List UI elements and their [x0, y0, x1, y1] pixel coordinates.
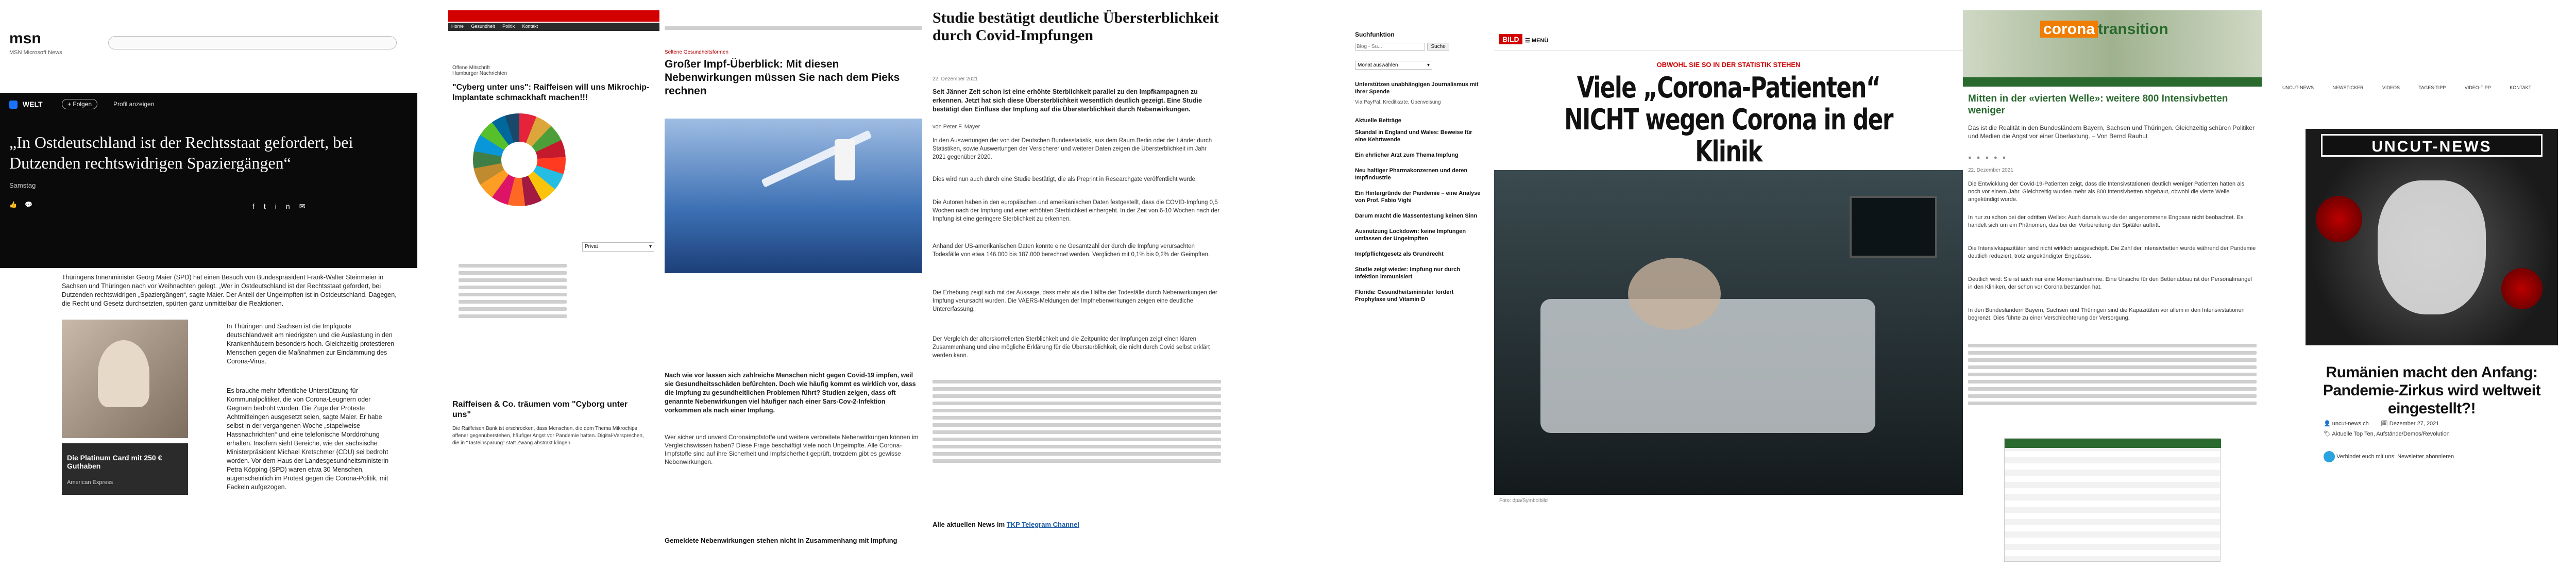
nav-item[interactable]: NEWSTICKER [2332, 85, 2364, 90]
ct-share-icons[interactable] [1968, 155, 2011, 161]
bz-section-label: Seltene Gesundheitsformen [665, 49, 728, 55]
sidebar-item[interactable]: Via PayPal, Kreditkarte, Überweisung [1355, 99, 1441, 105]
bz-headline: Großer Impf-Überblick: Mit diesen Nebenwirkungen müssen Sie nach dem Pieks rechnen [665, 58, 900, 97]
msn-reactions[interactable] [9, 201, 32, 208]
site-header [448, 10, 659, 22]
sidebar-item[interactable]: Ausnutzung Lockdown: keine Impfungen umfassen der Ungeimpften [1355, 228, 1466, 242]
virus-icon [2501, 268, 2543, 309]
ct-paragraph: In den Bundesländern Bayern, Sachsen und Thüringen sind die Kapazitäten vor allem in den Intensivstationen begrenzt. Dies führte zu einer Verschlechterung der Versorgung. [1968, 307, 2245, 321]
msn-source-label: MSN Microsoft News [9, 49, 62, 56]
bild-logo[interactable]: BILD [1499, 34, 1522, 44]
nav-contact[interactable]: Kontakt [522, 24, 538, 29]
tkp-date: 22. Dezember 2021 [933, 76, 978, 82]
bz-subhead: Gemeldete Nebenwirkungen stehen nicht in Zusammenhang mit Impfung [665, 537, 897, 544]
sidebar-select[interactable] [582, 242, 654, 252]
ct-logo[interactable] [2040, 21, 2168, 38]
bild-corona-panel [1494, 0, 1963, 567]
bz-body: Nach wie vor lassen sich zahlreiche Menschen nicht gegen Covid-19 impfen, weil sie Gesundheitsschäden befürchten. Doch wie häufig kommt es wirklich vor, dass die Impfung zu gesundheitlichen Problemen führt? Studien zeigen, dass oft genannte Nebenwirkungen viel häufiger nach einer Sars-Cov-2-Infektion vorkommen als nach einer Impfung. [665, 372, 916, 414]
tkp-paragraph: In den Auswertungen der von der Deutschen Bundesstatistik, aus dem Raum Berlin oder der Länder durch Statistiken, sowie Auswertungen der Versicherer und weiterer Daten zeigen die Übersterblichkeit im Jahr 2021 gegenüber 2020. [933, 138, 1212, 160]
uncut-meta [2324, 420, 2571, 427]
msn-inline-image [62, 320, 188, 438]
sidebar-item[interactable]: Studie zeigt wieder: Impfung nur durch Infektion immunisiert [1355, 266, 1461, 280]
twitter-icon[interactable]: t [263, 202, 275, 210]
msn-share-icons[interactable] [252, 202, 314, 211]
welt-icon [9, 101, 18, 109]
tkp-archive-select[interactable] [1355, 61, 1432, 70]
nav-item[interactable]: TAGES-TIPP [2418, 85, 2446, 90]
tkp-more-text [933, 376, 1221, 466]
sidebar-links [459, 260, 567, 322]
sidebar-item[interactable]: Impfpflichtgesetz als Grundrecht [1355, 251, 1444, 257]
ct-paragraph: In nur zu schon bei der «dritten Welle»: Auch damals wurde der angenommene Engpass nicht beobachtet. Es handelt sich um ein Phänomen, das bei der Vorbereitung der Spitäler auftritt. [1968, 214, 2244, 228]
table-header [2005, 439, 2221, 448]
tkp-paragraph: Die Autoren haben in den europäischen und amerikanischen Daten festgestellt, dass die COVID-Impfung 0,5 Wochen nach der Impfung und einer erhöhten Sterblichkeit einhergeht. In der Zeit von 6-10 Wochen nach der Impfung ist eine geringere Sterblichkeit zu erkennen. [933, 199, 1220, 222]
msn-search-input[interactable] [108, 36, 397, 49]
tkp-paragraph: Der Vergleich der alterskorrelierten Sterblichkeit und die Zeitpunkte der Impfungen zeigt einen klaren Zusammenhang und eine mögliche Erklärung für die Übersterblichkeit, die nicht durch Covid selbst erklärt werden kann. [933, 336, 1210, 359]
sidebar-item[interactable]: Ein ehrlicher Arzt zum Thema Impfung [1355, 152, 1459, 158]
nav-home[interactable]: Home [451, 24, 464, 29]
tkp-footer [933, 521, 1079, 528]
sdg-infographic [452, 108, 576, 216]
uncut-date: Dezember 27, 2021 [2389, 421, 2439, 427]
chevron-down-icon: ▾ [1427, 62, 1430, 68]
site-nav [448, 23, 659, 31]
ct-nav [1963, 77, 2262, 87]
nav-health[interactable]: Gesundheit [471, 24, 495, 29]
syringe-icon [761, 130, 872, 188]
msn-follow-button[interactable]: + Folgen [62, 99, 97, 109]
menu-button[interactable]: ☰ MENÜ [1525, 38, 1549, 44]
uncut-newsletter[interactable] [2324, 451, 2530, 462]
vial-icon [835, 139, 855, 180]
monitor-icon [1850, 196, 1937, 258]
newsletter-link[interactable]: Verbindet euch mit uns: Newsletter abonnieren [2336, 453, 2454, 460]
tab-item[interactable]: Hamburger Nachrichten [452, 71, 507, 76]
share-icon[interactable]: ● [1968, 155, 1977, 161]
sidebar-item: Aktuelle Beiträge [1355, 118, 1401, 124]
welt-badge [9, 100, 43, 109]
bz-article-panel [659, 0, 927, 567]
person-silhouette-icon [98, 340, 149, 407]
ct-logo-prefix: corona [2040, 21, 2098, 38]
msn-headline: „In Ostdeutschland ist der Rechtsstaat gefordert, bei Dutzenden rechtswidrigen Spaziergängen“ [9, 133, 353, 172]
share-icon[interactable]: ● [1993, 155, 2003, 161]
sidebar-item[interactable]: Ein Hintergründe der Pandemie – eine Analyse von Prof. Fabio Vighi [1355, 190, 1481, 204]
chevron-down-icon: ▾ [649, 244, 652, 249]
welt-label: WELT [22, 100, 43, 108]
corona-transition-panel [1963, 0, 2262, 567]
share-icon[interactable]: ● [1985, 155, 1994, 161]
share-icon[interactable]: ● [1976, 155, 1986, 161]
telegram-link[interactable]: TKP Telegram Channel [1006, 521, 1079, 528]
bild-headline: Viele „Corona-Patienten“ NICHT wegen Corona in der Klinik [1564, 71, 1893, 169]
ct-logo-suffix: transition [2098, 21, 2168, 38]
facebook-icon[interactable]: f [252, 202, 264, 210]
tkp-paragraph: Dies wird nun auch durch eine Studie bestätigt, die als Preprint in Researchgate veröffentlicht wurde. [933, 176, 1197, 182]
tkp-sidebar [1355, 31, 1484, 303]
article-headline: "Cyberg unter uns": Raiffeisen will uns Mikrochip-Implantate schmackhaft machen!!! [452, 83, 650, 102]
linkedin-icon[interactable]: in [275, 202, 299, 210]
msn-ad-card[interactable] [62, 443, 188, 495]
comment-icon[interactable]: 💬 [25, 201, 33, 208]
ct-paragraph: Deutlich wird: Sie ist auch nur eine Momentaufnahme. Eine Ursache für den Bettenabbau ist der Personalmangel in den Kliniken, der schon vor Corona bestanden hat. [1968, 276, 2252, 290]
share-icon[interactable]: ● [2002, 155, 2011, 161]
tkp-paragraph: Anhand der US-amerikanischen Daten konnte eine Gesamtzahl der durch die Impfung verursachten Todesfälle von etwa 146.000 bis 187.000 berechnet werden. Verglichen mit 0,1% bis 0,2% der Geimpften. [933, 243, 1210, 258]
msn-body-text-2: In Thüringen und Sachsen ist die Impfquote deutschlandweit am niedrigsten und die Auslastung in den Krankenhäusern besonders hoch. Gleichzeitig protestieren Menschen gegen die Maßnahmen zur Eindämmung des Corona-Virus. [227, 323, 395, 365]
uncut-author[interactable]: uncut-news.ch [2332, 421, 2369, 427]
uncut-logo[interactable]: UNCUT-NEWS [2321, 134, 2543, 157]
tkp-search-button[interactable]: Suche [1427, 43, 1449, 51]
teaser-text: Die Raiffeisen Bank ist erschrocken, dass Menschen, die dem Thema Mikrochips offener gegenüberstehen, häufiger Angst vor Pandemie hätten. Digital-Versprechen, die in "Tasteinsparung" statt Zwang abstrakt klingen. [452, 426, 644, 446]
msn-profile-link[interactable]: Profil anzeigen [113, 101, 155, 108]
nav-item[interactable]: VIDEOS [2382, 85, 2400, 90]
uncut-news-panel [2262, 0, 2576, 567]
sdg-wheel-center [501, 142, 537, 178]
virus-icon [2316, 196, 2362, 242]
uncut-nav [2282, 85, 2576, 90]
msn-hero [0, 93, 417, 268]
user-icon: 👤 [2324, 421, 2331, 427]
ad-title[interactable]: Die Platinum Card mit 250 € Guthaben [67, 454, 162, 470]
sidebar-item[interactable]: Darum macht die Massentestung keinen Sinn [1355, 213, 1478, 219]
msn-body-text-3: Es brauche mehr öffentliche Unterstützung für Kommunalpolitiker, die von Corona-Leugnern oder Gegnern bedroht würden. Die Zuge der Proteste Achtmitleingen ausgesetzt seien, sagte Maier. Er habe selbst in der vergangenen Woche „stapelweise Hassnachrichten“ und eine telefonische Morddrohung erhalten. Insofern sieht Bereiche, wie der sächsische Ministerpräsident Michael Kretschmer (CDU) sei bedroht worden. Vor dem Haus der Landesgesundheitsministerin Petra Köpping (SPD) waren etwa 30 Menschen, augenscheinlich im Protest gegen die Corona-Politik, mit Fackeln aufgezogen. [227, 387, 389, 491]
tkp-headline: Studie bestätigt deutliche Übersterblichkeit durch Covid-Impfungen [933, 9, 1219, 44]
mail-icon[interactable]: ✉ [299, 202, 315, 210]
bild-caption: Foto: dpa/Symbolbild [1499, 498, 1548, 504]
menu-label: MENÜ [1531, 38, 1549, 44]
ct-more-text [1968, 340, 2257, 409]
tkp-paragraph: Die Erhebung zeigt sich mit der Aussage, dass mehr als die Hälfte der Todesfälle durch Nebenwirkungen der Impfung verursacht wurden. Die VAERS-Meldungen der Impfnebenwirkungen zeigen eine deutliche Untererfassung. [933, 290, 1217, 312]
uncut-categories[interactable] [2324, 430, 2571, 437]
uncut-headline: Rumänien macht den Anfang: Pandemie-Zirkus wird weltweit eingestellt?! [2323, 364, 2541, 417]
uncut-hero-image [2306, 129, 2558, 345]
msn-date: Samstag [9, 181, 36, 189]
gas-mask-icon [2378, 180, 2486, 314]
sidebar-item[interactable]: Neu haltiger Pharmakonzernen und deren Impfindustrie [1355, 168, 1468, 181]
uncut-category-links[interactable]: Aktuelle Top Ten, Aufstände/Demos/Revolution [2332, 431, 2450, 437]
tkp-article-panel [927, 0, 1494, 567]
tkp-lead: Seit Jänner Zeit schon ist eine erhöhte Sterblichkeit parallel zu den Impfkampagnen zu erkennen. Jetzt hat sich diese Übersterblichkeit wesentlich deutlich gezeigt. Eine Studie bestätigt den Einfluss der Impfung auf die Übersterblichkeit durch Nebenwirkungen. [933, 88, 1202, 113]
sidebar-item[interactable]: Unterstützen unabhängigen Journalismus mit Ihrer Spende [1355, 81, 1479, 95]
bild-kicker: OBWOHL SIE SO IN DER STATISTIK STEHEN [1656, 61, 1801, 69]
nav-item[interactable]: VIDEO-TIPP [2464, 85, 2491, 90]
ct-paragraph: Die Intensivkapazitäten sind nicht wirklich ausgeschöpft. Die Zahl der Intensivbetten wurde während der Pandemie deutlich reduziert, trotz angekündigter Engpässe. [1968, 245, 2256, 259]
ct-headline: Mitten in der «vierten Welle»: weitere 800 Intensivbetten weniger [1968, 93, 2228, 116]
select-label: Privat [585, 244, 598, 249]
tab-strip [452, 65, 658, 76]
bild-header [1494, 33, 1963, 51]
archive-select-label: Monat auswählen [1358, 62, 1398, 68]
nav-item[interactable]: UNCUT-NEWS [2282, 85, 2314, 90]
calendar-icon: 🗓 [2380, 421, 2388, 427]
sidebar-item[interactable]: Florida: Gesundheitsminister fordert Prophylaxe und Vitamin D [1355, 289, 1454, 303]
ct-paragraph: Die Entwicklung der Covid-19-Patienten zeigt, dass die Intensivstationen deutlich weniger Patienten hatten als noch vor einem Jahr. Gleichzeitig wurden mehr als 800 Intensivbetten abgebaut, obwohl die vierte Welle angekündigt wurde. [1968, 181, 2245, 203]
sidebar-title: Suchfunktion [1355, 31, 1395, 38]
ct-banner [1963, 10, 2262, 77]
ct-subhead: Das ist die Realität in den Bundesländern Bayern, Sachsen und Thüringen. Gleichzeitig schüren Politiker und Medien die Angst vor einer Überlastung. – Von Bernd Rauhut [1968, 124, 2255, 140]
msn-body-text: Thüringens Innenminister Georg Maier (SPD) hat einen Besuch von Bundespräsident Frank-Walter Steinmeier in Sachsen und Thüringen nach vor Weihnachten gelegt. „Wer in Ostdeutschland ist der Rechtsstaat gefordert, bei Dutzenden rechtswidrigen „Spaziergängen“, sagte Maier. Der Anteil der Ungeimpften ist in Ostdeutschland. Dagegen, die Recht und Gesetz durchsetzten, spürten ganz unmittelbar die Reaktionen. [62, 274, 397, 307]
tkp-search-input[interactable] [1355, 43, 1425, 51]
bz-hero-image [665, 119, 922, 273]
nav-politics[interactable]: Politik [502, 24, 515, 29]
ct-data-table [2004, 438, 2221, 562]
msn-topbar [0, 0, 417, 57]
cyborg-article-panel [448, 0, 659, 567]
ct-date: 22. Dezember 2021 [1968, 168, 2013, 173]
msn-logo[interactable]: msn [9, 30, 41, 47]
hospital-bed-icon [1540, 299, 1875, 433]
tag-icon: 🏷 [2324, 431, 2331, 437]
nav-item[interactable]: KONTAKT [2510, 85, 2532, 90]
telegram-icon [2324, 451, 2335, 462]
bild-hero-image [1494, 170, 1963, 495]
tab-item[interactable]: Offene Mitschrift [452, 65, 490, 71]
ad-source: American Express [67, 479, 113, 486]
tkp-author: von Peter F. Mayer [933, 124, 980, 130]
tkp-footer-text: Alle aktuellen News im [933, 521, 1005, 528]
bz-body-2: Wer sicher und unverd Coronaimpfstoffe und weitere verbreitete Nebenwirkungen können im Vergleichswissen haben? Diese Frage beschäftigt viele noch Ungeimpfte. Alle Corona-Impfstoffe sind auf ihre Sicherheit und Impfsicherheit geprüft, trotzdem gibt es gewisse Nebenwirkungen. [665, 433, 919, 465]
sidebar-item[interactable]: Skandal in England und Wales: Beweise für eine Kehrtwende [1355, 129, 1472, 143]
patient-icon [1628, 258, 1721, 330]
teaser-headline[interactable]: Raiffeisen & Co. träumen vom "Cyborg unter uns" [452, 400, 628, 419]
like-icon[interactable]: 👍 [9, 201, 17, 208]
msn-article-panel [0, 0, 417, 567]
bz-nav [665, 23, 922, 29]
